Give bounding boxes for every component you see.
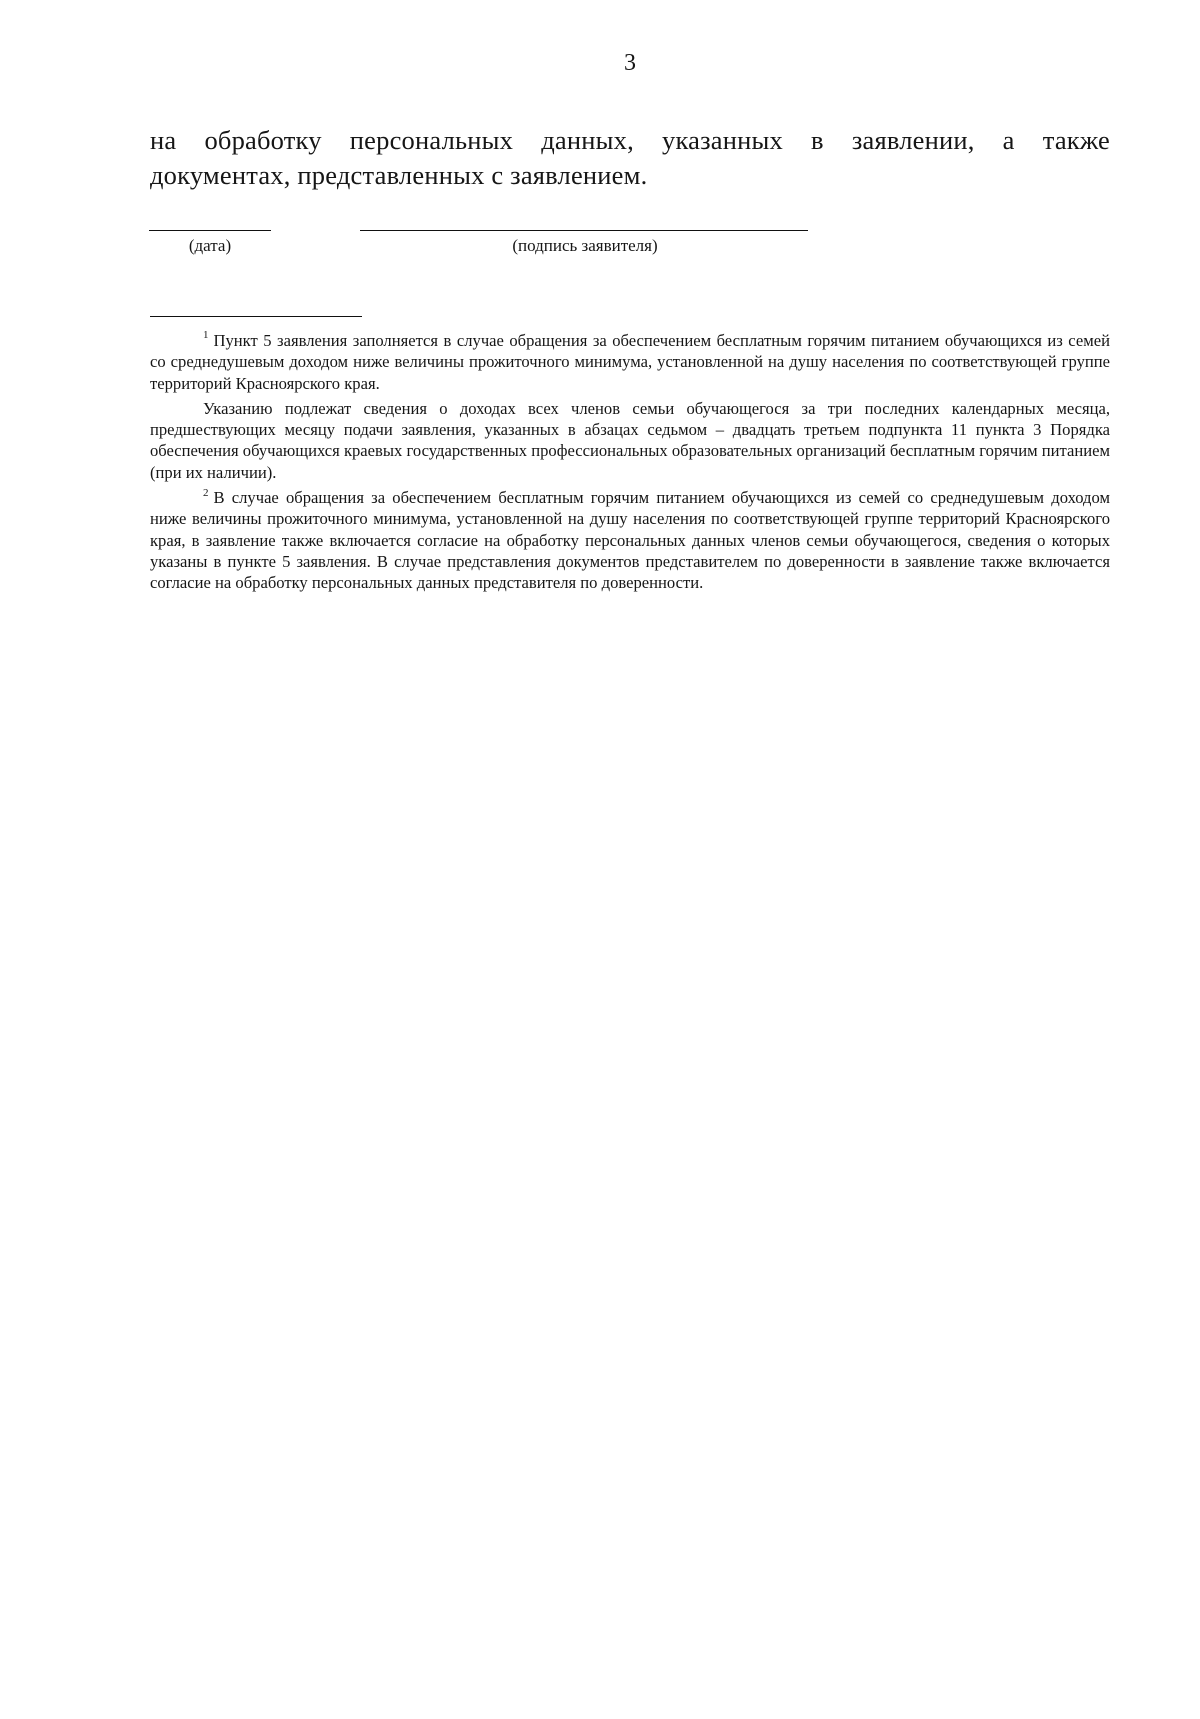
consent-text-line-2: документах, представленных с заявлением.	[150, 160, 648, 190]
consent-text-line-1: на обработку персональных данных, указанных в заявлении, а также	[150, 125, 1110, 155]
footnote-1-continuation	[150, 398, 1110, 483]
footnote-1-continuation-text: Указанию подлежат сведения о доходах всех членов семьи обучающегося за три последних календарных месяца, предшествующих месяцу подачи заявления, указанных в абзацах седьмом – двадцать третьем подпункта 11 пункта 3 Порядка обеспечения обучающихся краевых государственных профессиональных образовательных организаций бесплатным горячим питанием (при их наличии).	[150, 398, 1110, 482]
date-line	[149, 230, 271, 231]
footnote-2	[150, 487, 1110, 593]
footnotes	[150, 330, 1110, 594]
footnote-2-marker: 2	[203, 486, 209, 499]
footnote-2-text: В случае обращения за обеспечением бесплатным горячим питанием обучающихся из семей со среднедушевым доходом ниже величины прожиточного минимума, установленной на душу населения по соответствующей группе территорий Красноярского края, в заявление также включается согласие на обработку персональных данных членов семьи обучающегося, сведения о которых указаны в пункте 5 заявления. В случае представления документов представителем по доверенности в заявление также включается согласие на обработку персональных данных представителя по доверенности.	[150, 488, 1110, 593]
signature-line	[360, 230, 808, 231]
signature-caption: (подпись заявителя)	[512, 236, 658, 255]
footnote-1	[150, 330, 1110, 394]
footnote-1-text: Пункт 5 заявления заполняется в случае обращения за обеспечением бесплатным горячим питанием обучающихся из семей со среднедушевым доходом ниже величины прожиточного минимума, установленной на душу населения по соответствующей группе территорий Красноярского края.	[150, 331, 1110, 393]
footnote-1-marker: 1	[203, 329, 209, 342]
consent-text	[150, 123, 1110, 193]
footnote-separator	[150, 316, 362, 317]
page-number: 3	[624, 50, 636, 76]
date-caption: (дата)	[188, 236, 232, 255]
